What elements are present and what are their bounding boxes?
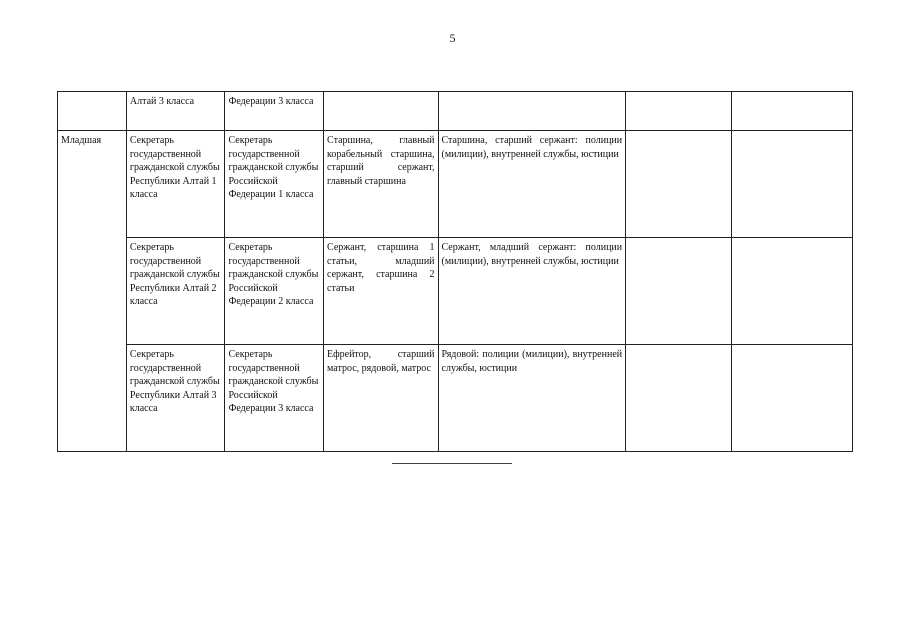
table-row bbox=[58, 92, 853, 131]
military-rank-cell: Ефрейтор, старший матрос, рядовой, матрос bbox=[324, 345, 438, 452]
group-cell: Младшая bbox=[58, 131, 127, 452]
table-row bbox=[58, 345, 853, 452]
empty-cell bbox=[626, 345, 732, 452]
federal-class-cell: Секретарь государственной гражданской службы Российской Федерации 2 класса bbox=[225, 238, 324, 345]
police-rank-cell: Старшина, старший сержант: полиции (милиции), внутренней службы, юстиции bbox=[438, 131, 626, 238]
page-number: 5 bbox=[449, 31, 456, 45]
police-rank-cell: Сержант, младший сержант: полиции (милиции), внутренней службы, юстиции bbox=[438, 238, 626, 345]
empty-cell bbox=[626, 131, 732, 238]
military-rank-cell: Старшина, главный корабельный старшина, старший сержант, главный старшина bbox=[324, 131, 438, 238]
republic-class-cell: Секретарь государственной гражданской службы Республики Алтай 2 класса bbox=[126, 238, 225, 345]
federal-class-cell: Секретарь государственной гражданской службы Российской Федерации 3 класса bbox=[225, 345, 324, 452]
republic-class-cell: Алтай 3 класса bbox=[126, 92, 225, 131]
empty-cell bbox=[732, 92, 853, 131]
empty-cell bbox=[732, 238, 853, 345]
group-cell bbox=[58, 92, 127, 131]
federal-class-cell: Секретарь государственной гражданской службы Российской Федерации 1 класса bbox=[225, 131, 324, 238]
rank-correspondence-table bbox=[57, 91, 853, 452]
empty-cell bbox=[626, 92, 732, 131]
federal-class-cell: Федерации 3 класса bbox=[225, 92, 324, 131]
empty-cell bbox=[732, 131, 853, 238]
footer-divider bbox=[392, 463, 512, 464]
police-rank-cell: Рядовой: полиции (милиции), внутренней службы, юстиции bbox=[438, 345, 626, 452]
empty-cell bbox=[732, 345, 853, 452]
table-row bbox=[58, 238, 853, 345]
table-row bbox=[58, 131, 853, 238]
military-rank-cell: Сержант, старшина 1 статьи, младший сержант, старшина 2 статьи bbox=[324, 238, 438, 345]
police-rank-cell bbox=[438, 92, 626, 131]
military-rank-cell bbox=[324, 92, 438, 131]
republic-class-cell: Секретарь государственной гражданской службы Республики Алтай 3 класса bbox=[126, 345, 225, 452]
empty-cell bbox=[626, 238, 732, 345]
republic-class-cell: Секретарь государственной гражданской службы Республики Алтай 1 класса bbox=[126, 131, 225, 238]
